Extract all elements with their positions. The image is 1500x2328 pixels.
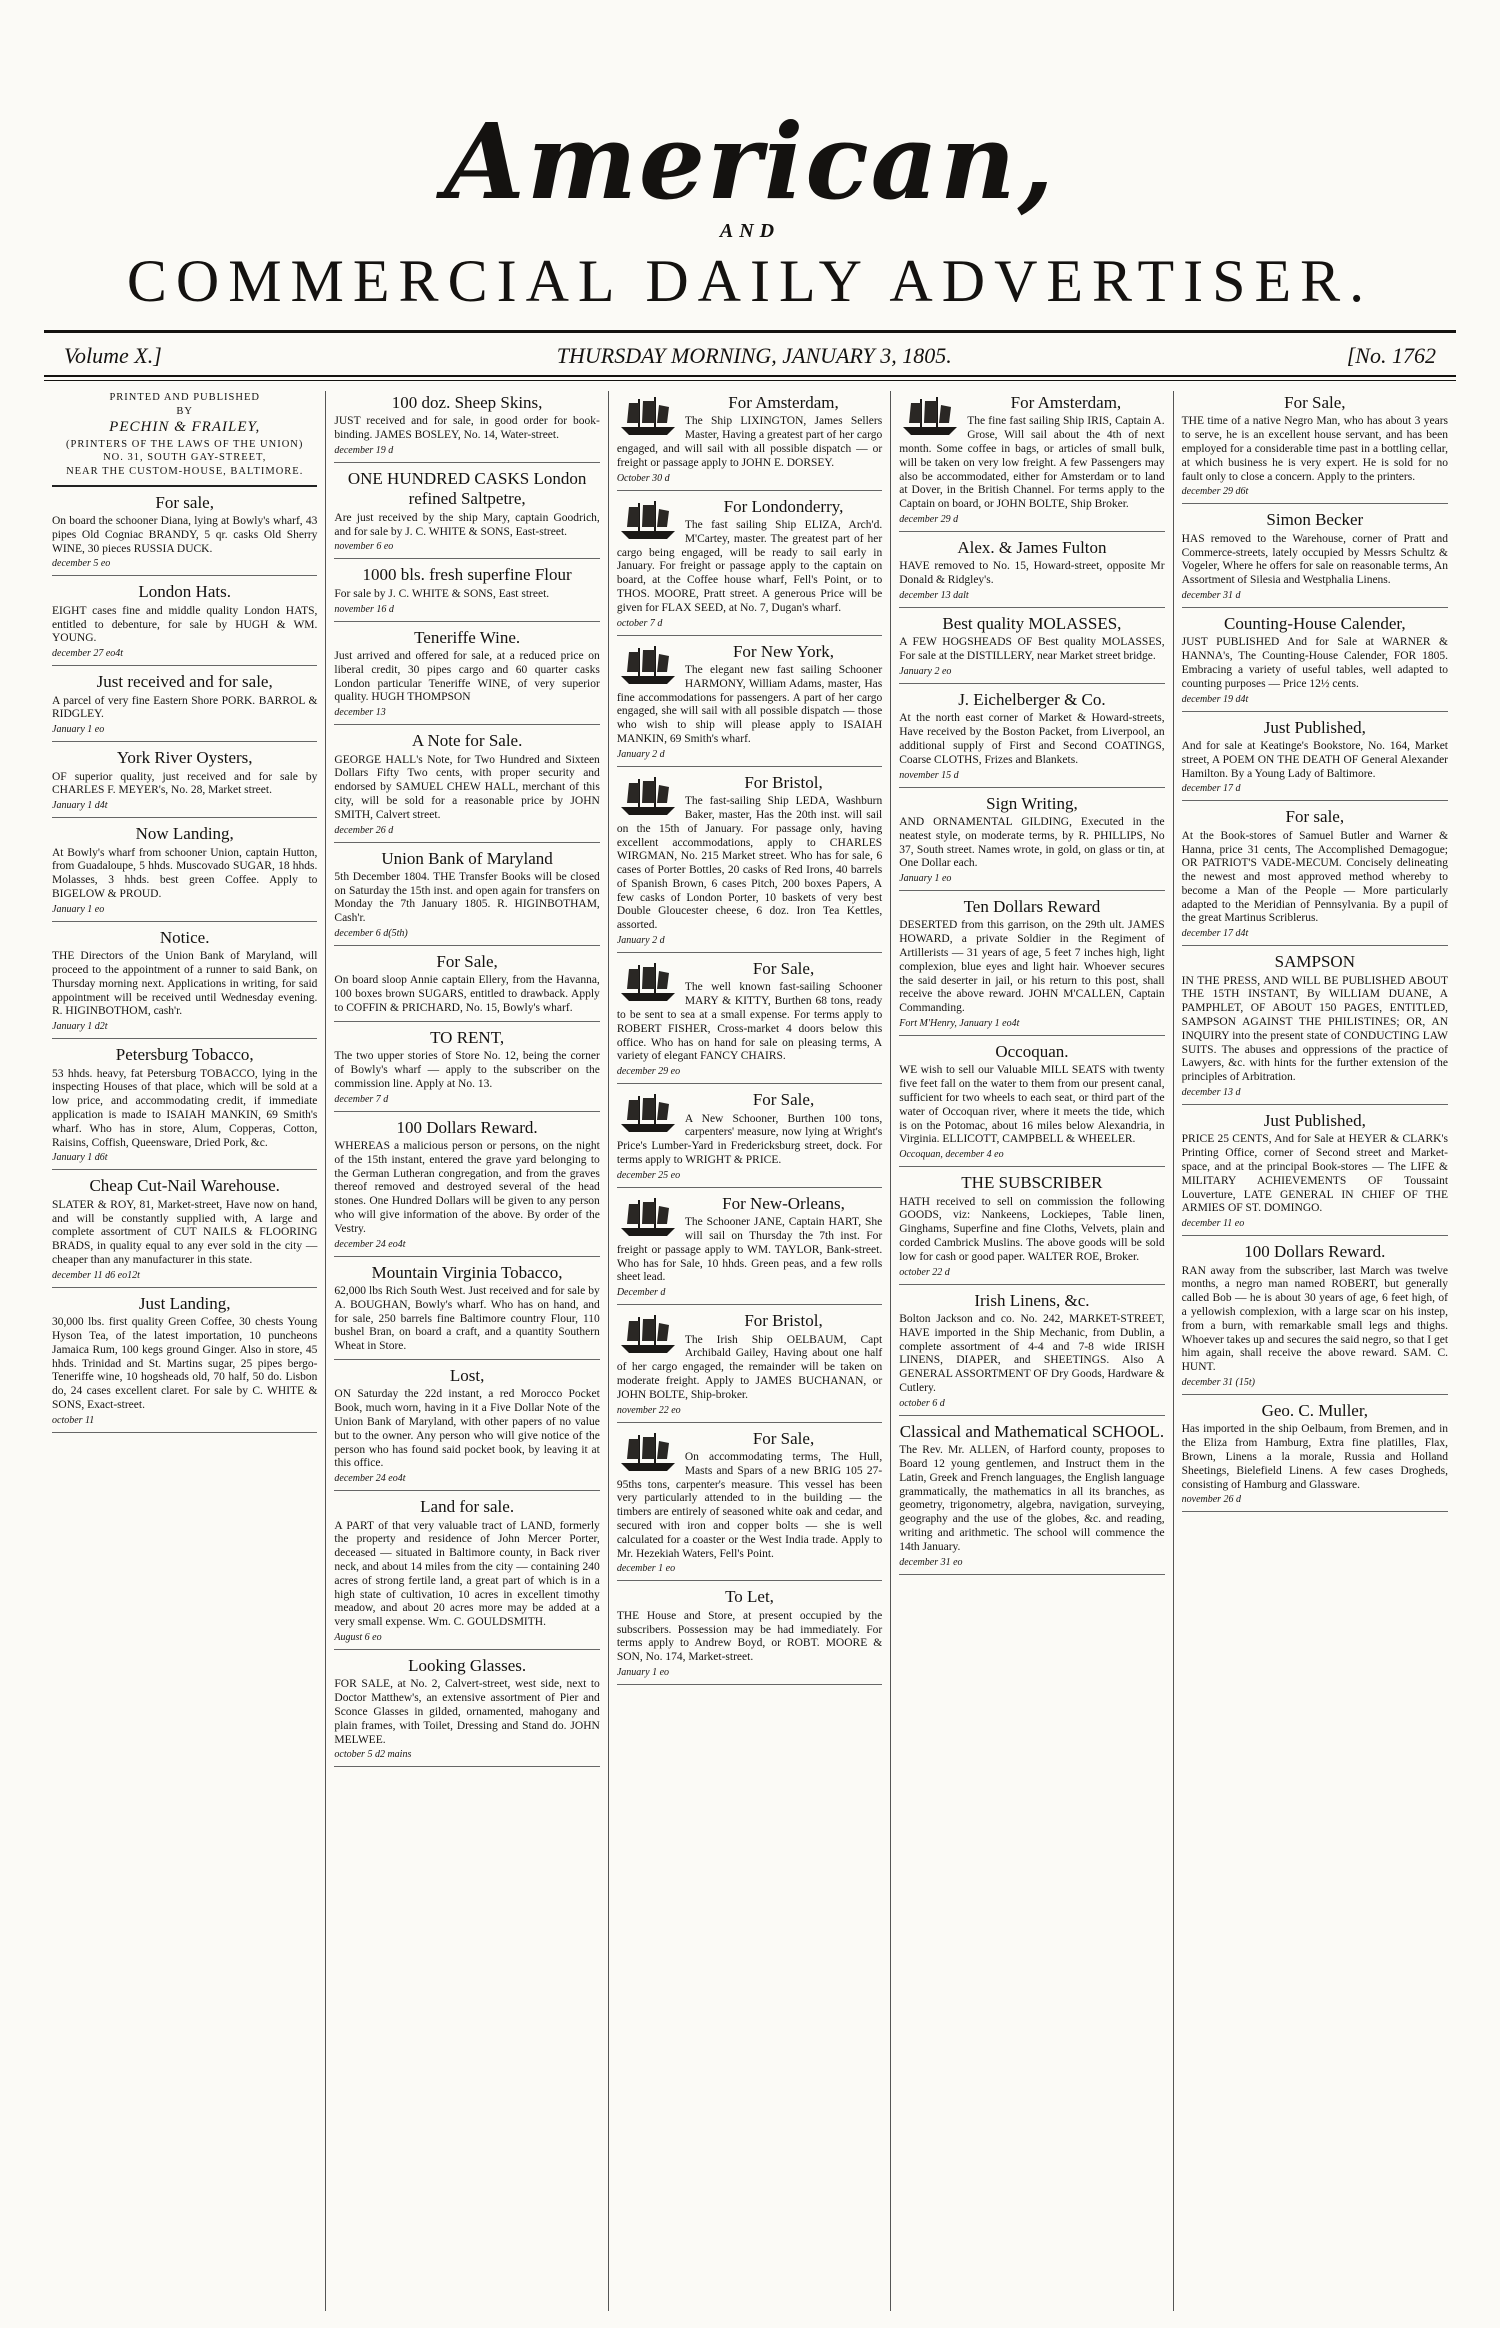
printer-imprint [52,391,317,487]
advertisement-body: The well known fast-sailing Schooner MARY & KITTY, Burthen 68 tons, ready to be sent to sea at a small expense. For terms apply to ROBERT FISHER, Cross-market 4 doors below this office. Who has on hand for sale on pleasing terms, A variety of elegant FANCY CHAIRS. [616,981,883,1063]
advertisement-dateline: August 6 eo [334,1631,382,1643]
advertisement-heading: 100 Dollars Reward. [1244,1242,1386,1262]
advertisement-heading: Lost, [449,1365,485,1385]
advertisement-heading: For sale, [155,492,214,512]
advertisement [1182,952,1448,1105]
printer-line: NO. 31, SOUTH GAY-STREET, [103,452,267,464]
advertisement [334,952,599,1022]
advertisement-heading: Irish Linens, &c. [974,1290,1090,1310]
advertisement [617,642,882,767]
advertisement-dateline: december 11 d6 eo12t [52,1269,140,1281]
advertisement-body: And for sale at Keatinge's Bookstore, No. 164, Market street, A POEM ON THE DEATH OF General Alexander Hamilton. By a Young Lady of Baltimore. [1181,739,1449,780]
advertisement-heading: Alex. & James Fulton [957,537,1107,557]
advertisement [1182,1401,1448,1512]
advertisement [899,1173,1164,1284]
advertisement [617,1429,882,1582]
ship-icon [617,1313,679,1357]
advertisement-dateline: october 6 d [899,1397,945,1409]
advertisement-dateline: december 17 d4t [1181,928,1249,940]
advertisement-body: A New Schooner, Burthen 100 tons, carpenters' measure, now lying at Wright's Price's Lumber-Yard in Fredericksburg street, dock. For terms apply to WRIGHT & PRICE. [616,1112,883,1167]
advertisement [617,497,882,636]
column-ads [617,393,882,1685]
advertisement [1182,1242,1448,1395]
issue-number: [No. 1762 [1346,343,1436,368]
advertisement-dateline: october 11 [52,1414,95,1426]
advertisement-body: A FEW HOGSHEADS OF Best quality MOLASSES, For sale at the DISTILLERY, near Market street bridge. [899,636,1165,663]
advertisement-dateline: december 24 eo4t [334,1473,406,1485]
advertisement [899,614,1164,684]
advertisement-dateline: december 25 eo [616,1169,681,1181]
advertisement-dateline: november 6 eo [334,541,394,553]
advertisement [1182,1111,1448,1236]
advertisement [899,690,1164,788]
ship-icon [617,395,679,439]
advertisement-body: The fine fast sailing Ship IRIS, Captain A. Grose, Will sail about the 4th of next month. Some coffee in bags, or articles of small bulk, will be taken on very low freight. A few Passengers may also be accommodated, either for Amsterdam or to land at Dover, in the British Channel. For terms apply to the Captain on board, or JOHN BOLTE, Ship Broker. [899,415,1165,511]
advertisement-heading: For sale, [1285,807,1345,827]
advertisement [899,794,1164,892]
advertisement-body: 62,000 lbs Rich South West. Just received and for sale by A. BOUGHAN, Bowly's wharf. Who has on hand, and for sale, 250 barrels fine Baltimore country Flour, 110 bushel Bran, on board a craft, and a quantity Southern Wheat in Store. [334,1285,600,1353]
advertisement [1182,718,1448,802]
advertisement [52,672,317,742]
printer-line: NEAR THE CUSTOM-HOUSE, BALTIMORE. [66,466,304,478]
advertisement-body: The two upper stories of Store No. 12, being the corner of Bowly's wharf — apply to the subscriber on the commission line. Apply at No. 13. [334,1050,600,1090]
advertisement [1182,393,1448,504]
advertisement-heading: London Hats. [138,582,231,602]
advertisement-dateline: January 1 eo [616,1666,670,1678]
advertisement [1182,614,1448,712]
advertisement-body: Are just received by the ship Mary, captain Goodrich, and for sale by J. C. WHITE & SONS, East-street. [334,511,600,538]
advertisement-heading: Looking Glasses. [408,1655,527,1675]
advertisement-heading: York River Oysters, [116,748,253,768]
advertisement-dateline: october 22 d [899,1266,950,1278]
advertisement [617,393,882,491]
advertisement-body: HAVE removed to No. 15, Howard-street, opposite Mr Donald & Ridgley's. [899,560,1165,587]
advertisement-heading: Classical and Mathematical SCHOOL. [899,1421,1165,1441]
advertisement [334,469,599,559]
advertisement-dateline: december 6 d(5th) [334,928,408,940]
advertisement-dateline: december 17 d [1181,783,1241,795]
advertisement-body: IN THE PRESS, AND WILL BE PUBLISHED ABOUT THE 15TH INSTANT, By WILLIAM DUANE, A PAMPHLET, OF ABOUT 150 PAGES, ENTITLED, SAMPSON AGAINST THE PHILISTINES; OR, AN INQUIRY into the present state of CONDUCTING LAW SUITS. The abuses and oppressions of the practice of Lawyers, &c. with hints for the further extension of the principles of Arbitration. [1181,974,1449,1084]
advertisement-dateline: January 2 d [616,935,665,947]
advertisement-dateline: december 29 eo [616,1066,681,1078]
advertisement-dateline: January 2 d [616,748,665,760]
advertisement [334,393,599,463]
ship-icon [617,644,679,688]
advertisement [52,1176,317,1287]
advertisement-heading: Now Landing, [135,824,234,844]
printer-line: BY [176,405,193,417]
advertisement-dateline: October 30 d [616,472,670,484]
advertisement [334,1497,599,1650]
advertisement-body: The Irish Ship OELBAUM, Capt Archibald Gailey, Having about one half of her cargo engaged, the remainder will be taken on moderate freight. Apply to JAMES BUCHANAN, or JOHN BOLTE, Ship-broker. [616,1333,883,1401]
advertisement-heading: Just Published, [1263,717,1366,737]
advertisement-body: A parcel of very fine Eastern Shore PORK. BARROL & RIDGLEY. [52,694,318,721]
advertisement [334,565,599,621]
advertisement-heading: Petersburg Tobacco, [115,1045,254,1065]
advertisement [899,538,1164,608]
advertisement-dateline: december 29 d6t [1181,486,1249,498]
advertisement-heading: For Sale, [752,959,815,979]
advertisement-dateline: January 1 eo [899,873,952,885]
advertisement-heading: For Amsterdam, [1010,393,1122,412]
printer-name: PECHIN & FRAILEY, [109,419,261,436]
ship-icon [617,499,679,543]
advertisement-body: The Rev. Mr. ALLEN, of Harford county, proposes to Board 12 young gentlemen, and Instruct them in the Latin, Greek and French languages, the English language grammatically, the mathematics in all its branches, as geometry, trigonometry, algebra, navigation, surveying, geography and the use of the globes, &c. and reading, writing and arithmetic. The school will commence the 14th January. [899,1444,1165,1553]
advertisement-heading: Notice. [159,927,210,947]
advertisement-heading: Sign Writing, [986,793,1078,813]
advertisement-body: At Bowly's wharf from schooner Union, captain Hutton, from Guadaloupe, 5 hhds. Muscovado SUGAR, 18 hhds. Molasses, 3 hhds. best green Coffee. Apply to BIGELOW & PROUD. [52,846,318,901]
advertisement-heading: A Note for Sale. [411,731,523,751]
advertisement-dateline: december 31 d [1181,589,1241,601]
advertisement-body: GEORGE HALL's Note, for Two Hundred and Sixteen Dollars Fifty Two cents, with proper security and endorsed by SAMUEL CHEW HALL, merchant of this city, will be sold for a reasonable price by JOHN SMITH, Calvert street. [334,753,600,821]
advertisement-heading: THE SUBSCRIBER [961,1173,1103,1193]
advertisement-heading: SAMPSON [1274,952,1355,972]
advertisement-heading: Just Landing, [138,1293,231,1313]
advertisement-heading: For Sale, [436,952,498,972]
advertisement-body: The elegant new fast sailing Schooner HARMONY, William Adams, master, Has fine accommodations for passengers. A part of her cargo engaged, she will sail with all possible dispatch — those who wish to ship will please apply to ISAIAH MANKIN, 69 Smith's wharf. [616,663,883,745]
advertisement-body: 5th December 1804. THE Transfer Books will be closed on Saturday the 15th inst. and open again for transfers on Monday the 7th January 1805. R. HIGINBOTHAM, Cash'r. [334,870,600,925]
advertisement [617,1090,882,1188]
advertisement-heading: J. Eichelberger & Co. [958,689,1106,709]
ship-icon [899,395,961,439]
advertisement-body: EIGHT cases fine and middle quality London HATS, entitled to debenture, for sale by HUGH & WM. YOUNG. [52,604,318,645]
advertisement-dateline: december 27 eo4t [52,648,124,660]
advertisement-dateline: december 26 d [334,824,394,836]
advertisement-heading: Best quality MOLASSES, [942,613,1122,633]
advertisement-heading: Teneriffe Wine. [414,627,521,647]
advertisement [899,1042,1164,1167]
advertisement [899,897,1164,1036]
advertisement-body: The fast sailing Ship ELIZA, Arch'd. M'Cartey, master. The greatest part of her cargo being engaged, will be ready to sail early in January. For freight or passage apply to the captain on board, at the Coffee house wharf, Fell's Point, or to THOS. MOORE, Pratt street. A generous Price will be given for FLAX SEED, at No. 7, Dugan's wharf. [616,518,883,614]
advertisement-body: THE House and Store, at present occupied by the subscribers. Possession may be had immediately. For terms apply to Andrew Boyd, or ROBT. MOORE & SON, No. 174, Market-street. [616,1609,883,1664]
column-2 [326,391,608,2311]
printer-line: (PRINTERS OF THE LAWS OF THE UNION) [66,438,304,450]
advertisement [334,849,599,947]
advertisement-dateline: november 22 eo [616,1404,681,1416]
advertisement-heading: For New York, [732,641,835,661]
advertisement-body: A PART of that very valuable tract of LAND, formerly the property and residence of John Mercer Porter, deceased — situated in Baltimore county, in Back river neck, and about 14 miles from the city — containing 240 acres of strong fertile land, a great part of which is in a high state of cultivation, 10 acres in excellent timothy meadow, and about 20 acres more may be added at a very small expense. Wm. C. GOULDSMITH. [334,1519,600,1629]
advertisement-heading: Simon Becker [1266,510,1364,530]
advertisement-dateline: december 1 eo [616,1563,676,1575]
advertisement-body: At the north east corner of Market & Howard-streets, Have received by the Boston Packet, from Liverpool, an additional supply of First and Second COATINGS, Coarse CLOTHS, Frizes and Blankets. [899,712,1165,766]
advertisement-dateline: January 1 eo [52,724,105,736]
advertisement-dateline: december 29 d [899,513,959,525]
advertisement [617,773,882,953]
advertisement [52,928,317,1039]
advertisement [334,1118,599,1257]
advertisement-body: OF superior quality, just received and for sale by CHARLES F. MEYER's, No. 28, Market street. [52,770,318,797]
advertisement-heading: For Sale, [1284,393,1346,412]
advertisement-heading: Just Published, [1263,1111,1366,1131]
advertisement-dateline: Occoquan, december 4 eo [899,1149,1004,1161]
masthead-subtitle: COMMERCIAL DAILY ADVERTISER. [126,248,1374,314]
advertisement-heading: 100 doz. Sheep Skins, [391,393,543,412]
advertisement [1182,807,1448,946]
advertisement-body: FOR SALE, at No. 2, Calvert-street, west side, next to Doctor Matthew's, an extensive assortment of Pier and Sconce Glasses in gilded, ornamented, mahogany and plain frames, with Toilet, Dressing and Stand do. JOHN MELWEE. [334,1678,600,1746]
advertisement [52,1294,317,1433]
advertisement-body: On accommodating terms, The Hull, Masts and Spars of a new BRIG 105 27-95ths tons, carpenter's measure. This vessel has been very particularly attended to in the building — the timbers are entirely of seasoned white oak and cedar, and secured with iron and copper bolts — she is well calculated for a coaster or the West India trade. Apply to Mr. Hezekiah Waters, Fell's Point. [616,1450,883,1560]
advertisement-heading: Land for sale. [420,1497,515,1517]
advertisement-dateline: october 5 d2 mains [334,1749,412,1761]
advertisement [617,1194,882,1305]
ship-icon [617,1431,679,1475]
advertisement [1182,510,1448,608]
advertisement-dateline: november 15 d [899,769,959,781]
column-4 [891,391,1173,2311]
advertisement-dateline: January 1 d4t [52,800,108,812]
advertisement-body: JUST PUBLISHED And for Sale at WARNER & HANNA's, The Counting-House Calender, FOR 1805. Embracing a variety of useful tables, well adapted to counting purposes — Price 12½ cents. [1181,636,1449,690]
advertisement-body: The fast-sailing Ship LEDA, Washburn Baker, master, Has the 20th inst. will sail on the 15th of January. For passage only, having excellent accommodations, apply to CHARLES WIRGMAN, No. 215 Market street. Who has for sale, 6 cases of Porter Bottles, 20 casks of Red Irons, 40 barrels of Spanish Brown, 6 cases Pitch, 200 boxes Papers, A few casks of London Porter, 10 baskets of very best Double Gloucester cheese, 6 doz. Iron Tea Kettles, assorted. [616,795,883,932]
column-ads [899,393,1164,1575]
advertisement [617,1311,882,1422]
advertisement-dateline: december 5 eo [52,558,111,570]
advertisement-body: 30,000 lbs. first quality Green Coffee, 30 chests Young Hyson Tea, of the latest importation, 10 puncheons Jamaica Rum, 100 kegs ground Ginger. Also in store, 45 hhds. Trinidad and St. Martins sugar, 25 pipes bergo-Teneriffe wine, 10 hogsheads old, 70 half, 50 do. Lisbon do, 24 cases excellent claret. For sale by C. WHITE & SONS, Exact-street. [52,1316,318,1411]
advertisement-heading: Union Bank of Maryland [381,848,553,868]
advertisement-heading: Mountain Virginia Tobacco, [371,1262,563,1282]
advertisement-body: The Ship LIXINGTON, James Sellers Master, Having a greatest part of her cargo engaged, and will sail with all possible dispatch — or freight or passage apply to JOHN E. DORSEY. [616,415,883,469]
advertisement [52,1045,317,1170]
advertisement-dateline: december 13 d [1181,1087,1241,1099]
advertisement [334,628,599,726]
advertisement-dateline: January 2 eo [899,665,952,677]
masthead-and: AND [719,220,781,242]
advertisement-body: At the Book-stores of Samuel Butler and Warner & Hanna, price 31 cents, The Accomplished Demagogue; OR PATRIOT'S VADE-MECUM. Concisely delineating the newest and most approved method whereby to become a Man of the People — More particularly adapted to the Meridian of Pennsylvania. By a pupil of the great Martinus Scriblerus. [1181,829,1449,925]
advertisement-body: RAN away from the subscriber, last March was twelve months, a negro man named ROBERT, but generally called Bob — he is about 30 years of age, 6 feet high, of a yellowish complexion, with a large scar on his instep, from a burn, with remarkable small legs and thighs. Whoever takes up and secures the said negro, so that I get him again, shall receive the above reward. SAM. C. HUNT. [1181,1264,1449,1374]
advertisement-heading: For Bristol, [744,772,823,792]
advertisement [899,1422,1164,1575]
ship-icon [617,1092,679,1136]
advertisement-dateline: January 1 d2t [52,1021,108,1033]
advertisement-heading: 1000 bls. fresh superfine Flour [362,565,572,585]
advertisement-body: Bolton Jackson and co. No. 242, MARKET-STREET, HAVE imported in the Ship Mechanic, from Dublin, a complete assortment of 4-4 and 7-8 wide IRISH LINENS, DIAPER, and SHEETINGS. Also A GENERAL ASSORTMENT OF Dry Goods, Hardware & Cutlery. [899,1313,1165,1394]
column-ads [1182,393,1448,1512]
advertisement-heading: For Londonderry, [723,496,844,516]
advertisement-heading: Ten Dollars Reward [963,897,1101,917]
advertisement-heading: For Bristol, [744,1311,823,1331]
ship-icon [617,775,679,819]
advertisement-dateline: december 13 dalt [899,589,969,601]
advertisement-body: THE time of a native Negro Man, who has about 3 years to serve, he is an excellent house servant, and has been employed for a considerable time past in a bottling cellar, at which business he is very expert. He is sold for no fault only to close a concern. Apply to the printers. [1181,415,1449,483]
volume-label: Volume X.] [64,343,162,368]
advertisement-body: AND ORNAMENTAL GILDING, Executed in the neatest style, on moderate terms, by R. PHILLIPS, No 37, South street. Names wrote, in gold, on glass or tin, at One Dollar each. [899,815,1165,870]
advertisement-dateline: december 24 eo4t [334,1238,406,1250]
advertisement-body: Has imported in the ship Oelbaum, from Bremen, and in the Eliza from Hamburg, Extra fine platilles, Flax, Brown, Linens a la morale, Russia and Holland Sheetings, Bielefield Linens. A few cases Drogheds, consisting of Hamburg and Glassware. [1181,1423,1449,1491]
column-1 [44,391,326,2311]
issue-date: THURSDAY MORNING, JANUARY 3, 1805. [556,343,952,368]
advertisement-dateline: December d [616,1287,666,1299]
ship-icon [617,961,679,1005]
advertisement [334,731,599,842]
advertisement-body: HATH received to sell on commission the following GOODS, viz: Nankeens, Lockiepes, Table linen, Ginghams, Superfine and fine Cloths, Velvets, plain and corded Cambrick Muslins. The above goods will be sold low for cash or good paper. WALTER ROE, Broker. [899,1195,1165,1263]
column-3 [609,391,891,2311]
column-ads [334,393,599,1767]
advertisement [334,1366,599,1491]
masthead-title: American, [444,100,1056,223]
advertisement-dateline: october 7 d [616,617,663,629]
column-ads [52,493,317,1433]
columns [44,391,1456,2311]
advertisement-heading: TO RENT, [430,1027,505,1047]
advertisement-dateline: november 26 d [1181,1494,1242,1506]
advertisement-dateline: december 31 (15t) [1181,1376,1255,1388]
advertisement-dateline: Fort M'Henry, January 1 eo4t [899,1018,1020,1030]
advertisement-body: SLATER & ROY, 81, Market-street, Have now on hand, and will be constantly supplied with, A large and complete assortment of CUT NAILS & FLOORING BRADS, in quality equal to any ever sold in the city — cheaper than any manufacturer in this state. [52,1198,318,1266]
advertisement-body: 53 hhds. heavy, fat Petersburg TOBACCO, lying in the inspecting Houses of that place, which will be sold at a low price, and accommodating credit, if immediate application is made to ISAIAH MANKIN, 69 Smith's wharf. Who has in store, Alum, Copperas, Cotton, Raisins, Coffish, Queensware, Dried Pork, &c. [52,1067,318,1149]
advertisement-heading: Cheap Cut-Nail Warehouse. [89,1176,280,1196]
advertisement-body: JUST received and for sale, in good order for book-binding. JAMES BOSLEY, No. 14, Water-street. [334,415,600,442]
advertisement-dateline: January 1 d6t [52,1152,108,1164]
advertisement-body: HAS removed to the Warehouse, corner of Pratt and Commerce-streets, lately occupied by Messrs Schultz & Vogeler, Where he offers for sale on reasonable terms, An Assortment of Silesia and Westphalia Linens. [1181,532,1449,587]
advertisement [334,1263,599,1360]
advertisement [52,582,317,666]
ship-icon [617,1196,679,1240]
advertisement-body: DESERTED from this garrison, on the 29th ult. JAMES HOWARD, a private Soldier in the Regiment of Artillerists — 31 years of age, 5 feet 7 inches high, light complexion, blue eyes and light hair. Whoever secures the said deserter in jail, or his return to this post, shall receive the above reward. JOHN M'CALLEN, Captain Commanding. [899,919,1165,1015]
advertisement-heading: Counting-House Calender, [1224,613,1406,633]
advertisement-body: The Schooner JANE, Captain HART, She will sail on Thursday the 7th inst. For freight or passage apply to WM. TAYLOR, Bank-street. Who has for Sale, 10 hhds. Green peas, and a few rolls sheet lead. [616,1216,883,1284]
advertisement [334,1028,599,1112]
advertisement-dateline: december 11 eo [1181,1218,1245,1230]
advertisement-heading: 100 Dollars Reward. [396,1117,538,1137]
printer-line: PRINTED AND PUBLISHED [109,392,260,403]
advertisement-heading: To Let, [725,1587,774,1607]
advertisement-body: WE wish to sell our Valuable MILL SEATS with twenty five feet fall on the water to them from our present canal, sufficient for two wheels to each seat, or third part of the water of Occoquan river, where it meets the tide, which is on the Potomac, about 16 miles below Alexandria, in Virginia. ELLICOTT, CAMPBELL & WHEELER. [899,1064,1165,1146]
advertisement-heading: For New-Orleans, [722,1193,845,1213]
advertisement-heading: For Sale, [752,1090,815,1110]
advertisement-body: THE Directors of the Union Bank of Maryland, will proceed to the appointment of a runner to said Bank, on Thursday morning next. Applications in writing, for said appointment will be received until Wednesday evening. R. HIGINBOTHOM, cash'r. [52,950,318,1018]
advertisement-body: For sale by J. C. WHITE & SONS, East street. [334,587,550,600]
advertisement-dateline: december 31 eo [899,1556,963,1568]
advertisement-dateline: december 7 d [334,1093,389,1105]
advertisement-heading: For Amsterdam, [728,393,839,412]
advertisement-dateline: november 16 d [334,603,394,615]
column-5 [1174,391,1456,2311]
advertisement-body: PRICE 25 CENTS, And for Sale at HEYER & CLARK's Printing Office, corner of Second street and Market-space, and at the principal Book-stores — The LIFE & MILITARY ACHIEVEMENTS OF Toussaint Louverture, LATE GENERAL IN CHIEF OF THE ARMIES OF ST. DOMINGO. [1181,1133,1449,1215]
advertisement-dateline: January 1 eo [52,903,105,915]
dateline [44,333,1456,375]
advertisement [899,393,1164,532]
advertisement-body: ON Saturday the 22d instant, a red Morocco Pocket Book, much worn, having in it a Five Dollar Note of the Union Bank of Maryland, with other papers of no value but to the owner. Any person who will give notice of the person who has found said pocket book, by leaving it at this office. [334,1388,600,1470]
advertisement-dateline: december 19 d4t [1181,693,1249,705]
advertisement-heading: Occoquan. [995,1042,1069,1062]
advertisement-dateline: december 13 [334,707,386,719]
advertisement [52,748,317,818]
advertisement [617,959,882,1084]
advertisement-body: On board sloop Annie captain Ellery, from the Havanna, 100 boxes brown SUGARS, entitled to drawback. Apply to COFFIN & PRICHARD, No. 15, Bowly's wharf. [334,974,600,1015]
advertisement-dateline: december 19 d [334,444,394,456]
advertisement-heading: Just received and for sale, [96,672,273,692]
advertisement [334,1656,599,1767]
advertisement [52,493,317,577]
advertisement-body: Just arrived and offered for sale, at a reduced price on liberal credit, 30 pipes cargo and 60 quarter casks London particular Teneriffe WINE, of very superior quality. HUGH THOMPSON [334,649,600,704]
advertisement-heading: ONE HUNDRED CASKS London refined Saltpetre, [347,468,587,509]
advertisement [52,824,317,922]
advertisement [617,1587,882,1685]
dateline-rule [44,375,1456,381]
advertisement-heading: For Sale, [752,1428,815,1448]
advertisement-body: WHEREAS a malicious person or persons, on the night of the 15th instant, entered the grave yard belonging to the German Lutheran congregation, and from the graves thereof removed and destroyed several of the head stones. One Hundred Dollars will be given to any person who will give information of the above. By order of the Vestry. [334,1140,600,1235]
advertisement-body: On board the schooner Diana, lying at Bowly's wharf, 43 pipes Old Cogniac BRANDY, 5 qr. casks Old Sherry WINE, 30 pieces RUSSIA DUCK. [52,515,318,555]
advertisement-heading: Geo. C. Muller, [1261,1400,1369,1420]
advertisement [899,1291,1164,1416]
